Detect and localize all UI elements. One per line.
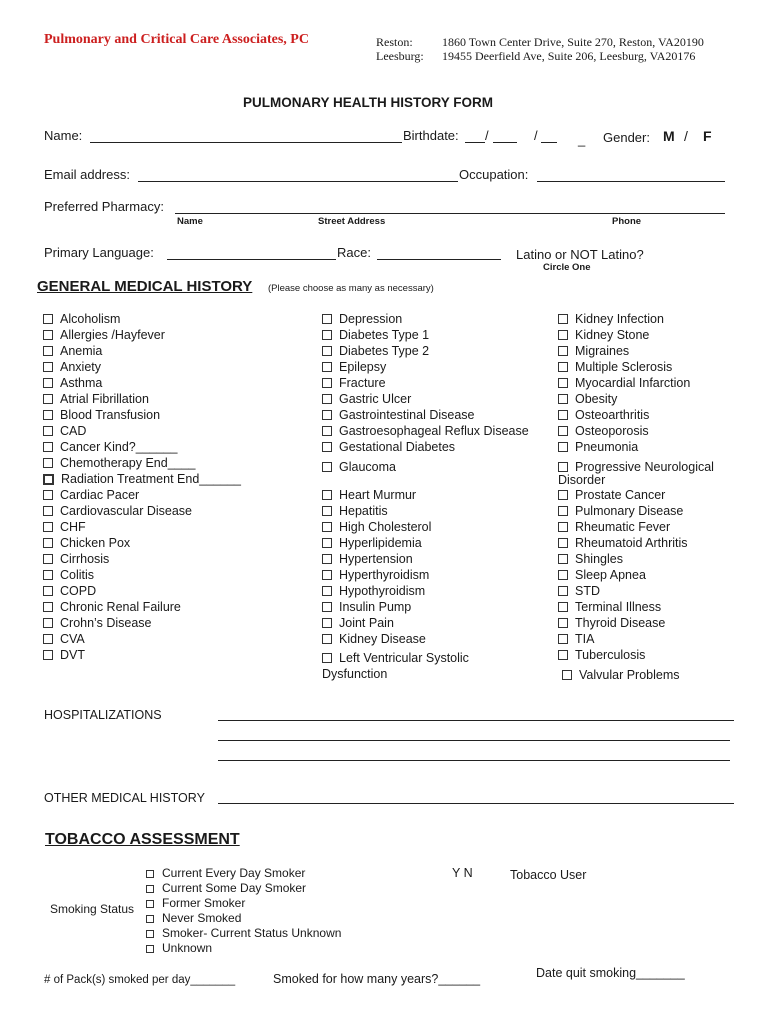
- name-input-line[interactable]: [90, 142, 402, 143]
- checkbox-icon[interactable]: [146, 870, 154, 878]
- checkbox-icon[interactable]: [322, 522, 332, 532]
- history-item-label: Epilepsy: [339, 360, 387, 374]
- history-item-label: Alcoholism: [60, 312, 121, 326]
- checkbox-icon[interactable]: [43, 474, 54, 485]
- history-item-label: Osteoarthritis: [575, 408, 650, 422]
- history-item-osteoporosis[interactable]: [558, 423, 649, 439]
- checkbox-icon[interactable]: [558, 378, 568, 388]
- history-item-atrial-fibrillation[interactable]: [43, 391, 149, 407]
- history-item-label: STD: [575, 584, 600, 598]
- history-item-label: Left Ventricular Systolic: [339, 651, 469, 665]
- checkbox-icon[interactable]: [322, 462, 332, 472]
- history-item-left-ventricular-systolic[interactable]: [322, 650, 469, 666]
- history-item-label: Hypothyroidism: [339, 584, 426, 598]
- checkbox-icon[interactable]: [322, 586, 332, 596]
- history-item-myocardial-infarction[interactable]: [558, 375, 690, 391]
- location-city-leesburg: Leesburg:: [376, 49, 424, 63]
- history-item-label: Gastrointestinal Disease: [339, 408, 475, 422]
- smoking-status-label: Smoking Status: [50, 902, 135, 916]
- history-item-label: Prostate Cancer: [575, 488, 666, 502]
- history-item-joint-pain[interactable]: [322, 615, 394, 631]
- history-item-thyroid-disease[interactable]: [558, 615, 665, 631]
- history-item-chf[interactable]: [43, 519, 86, 535]
- history-item-rheumatic-fever[interactable]: [558, 519, 670, 535]
- history-item-osteoarthritis[interactable]: [558, 407, 649, 423]
- occupation-input-line[interactable]: [537, 181, 725, 182]
- history-item-epilepsy[interactable]: [322, 359, 386, 375]
- history-item-rheumatoid-arthritis[interactable]: [558, 535, 688, 551]
- checkbox-icon[interactable]: [558, 634, 568, 644]
- checkbox-icon[interactable]: [43, 442, 53, 452]
- history-item-label: Chronic Renal Failure: [60, 600, 181, 614]
- history-item-insulin-pump[interactable]: [322, 599, 411, 615]
- history-item-label: Chicken Pox: [60, 536, 131, 550]
- history-item-tuberculosis[interactable]: [558, 647, 645, 663]
- hospitalizations-label: HOSPITALIZATIONS: [44, 708, 162, 722]
- smoking-option-current-some-day-smoker[interactable]: [146, 881, 306, 896]
- gender-separator: /: [684, 128, 688, 144]
- history-item-label: Fracture: [339, 376, 386, 390]
- history-item-label: Cancer Kind?______: [60, 440, 178, 454]
- history-item-multiple-sclerosis[interactable]: [558, 359, 672, 375]
- history-item-label: Hyperlipidemia: [339, 536, 422, 550]
- hospitalizations-line-2[interactable]: [218, 740, 730, 741]
- history-item-fracture[interactable]: [322, 375, 386, 391]
- history-item-pulmonary-disease[interactable]: [558, 503, 683, 519]
- history-item-label: Multiple Sclerosis: [575, 360, 673, 374]
- smoking-option-former-smoker[interactable]: [146, 896, 245, 911]
- history-item-label: DVT: [60, 648, 85, 662]
- checkbox-icon[interactable]: [558, 394, 568, 404]
- history-item-label: Chemotherapy End____: [60, 456, 196, 470]
- history-item-label: Insulin Pump: [339, 600, 412, 614]
- history-item-cva[interactable]: [43, 631, 85, 647]
- history-item-label: TIA: [575, 632, 595, 646]
- history-item-label: CAD: [60, 424, 87, 438]
- history-item-kidney-infection[interactable]: [558, 311, 664, 327]
- checkbox-icon[interactable]: [322, 634, 332, 644]
- checkbox-icon[interactable]: [322, 442, 332, 452]
- language-input-line[interactable]: [167, 259, 336, 260]
- history-item-label: Anemia: [60, 344, 103, 358]
- checkbox-icon[interactable]: [43, 490, 53, 500]
- gender-label: Gender:: [603, 130, 650, 145]
- checkbox-icon[interactable]: [43, 650, 53, 660]
- history-item-label: Disorder: [558, 473, 606, 487]
- history-item-cardiac-pacer[interactable]: [43, 487, 139, 503]
- checkbox-icon[interactable]: [322, 378, 332, 388]
- checkbox-icon[interactable]: [558, 346, 568, 356]
- checkbox-icon[interactable]: [43, 506, 53, 516]
- checkbox-icon[interactable]: [558, 586, 568, 596]
- history-item-label: Shingles: [575, 552, 623, 566]
- history-item-label: Crohn’s Disease: [60, 616, 152, 630]
- checkbox-icon[interactable]: [322, 506, 332, 516]
- checkbox-icon[interactable]: [43, 618, 53, 628]
- history-item-label: Joint Pain: [339, 616, 394, 630]
- date-quit-smoking[interactable]: Date quit smoking_______: [536, 966, 685, 980]
- history-item-anemia[interactable]: [43, 343, 102, 359]
- smoking-option-label: Never Smoked: [162, 911, 242, 925]
- location-address-leesburg: 19455 Deerfield Ave, Suite 206, Leesburg, VA20176: [442, 49, 696, 63]
- history-item-hypothyroidism[interactable]: [322, 583, 425, 599]
- checkbox-icon[interactable]: [43, 602, 53, 612]
- history-item-label: Atrial Fibrillation: [60, 392, 149, 406]
- birthdate-year-tail: _: [578, 132, 586, 147]
- language-label: Primary Language:: [44, 245, 154, 260]
- occupation-label: Occupation:: [459, 167, 529, 182]
- smoking-option-smoker-current-status-unknown[interactable]: [146, 926, 341, 941]
- checkbox-icon[interactable]: [558, 570, 568, 580]
- birthdate-sep-2: /: [534, 128, 538, 143]
- history-item-obesity[interactable]: [558, 391, 617, 407]
- checkbox-icon[interactable]: [562, 670, 572, 680]
- history-item-label: Cardiovascular Disease: [60, 504, 193, 518]
- birthdate-day-line[interactable]: [493, 142, 517, 143]
- history-item-label: Hypertension: [339, 552, 413, 566]
- checkbox-icon[interactable]: [322, 346, 332, 356]
- history-item-label: Gastroesophageal Reflux Disease: [339, 424, 529, 438]
- checkbox-icon[interactable]: [322, 490, 332, 500]
- history-item-gastroesophageal-reflux-disease[interactable]: [322, 423, 529, 439]
- history-item-label: Osteoporosis: [575, 424, 649, 438]
- history-item-label: CVA: [60, 632, 85, 646]
- checkbox-icon[interactable]: [558, 410, 568, 420]
- history-item-hyperthyroidism[interactable]: [322, 567, 429, 583]
- history-item-label: CHF: [60, 520, 86, 534]
- checkbox-icon[interactable]: [146, 930, 154, 938]
- checkbox-icon[interactable]: [558, 426, 568, 436]
- checkbox-icon[interactable]: [322, 426, 332, 436]
- history-item-colitis[interactable]: [43, 567, 94, 583]
- checkbox-icon[interactable]: [43, 586, 53, 596]
- history-item-valvular-problems[interactable]: [562, 667, 680, 683]
- pharmacy-sub-phone: Phone: [612, 216, 642, 227]
- smoking-option-label: Current Every Day Smoker: [162, 866, 306, 880]
- history-item-label: Hyperthyroidism: [339, 568, 430, 582]
- history-item-label: Kidney Infection: [575, 312, 664, 326]
- history-item-label: Gestational Diabetes: [339, 440, 456, 454]
- history-item-label: Rheumatoid Arthritis: [575, 536, 688, 550]
- pharmacy-sub-name: Name: [177, 216, 203, 227]
- history-item-label: COPD: [60, 584, 97, 598]
- checkbox-icon[interactable]: [322, 618, 332, 628]
- email-input-line[interactable]: [138, 181, 458, 182]
- checkbox-icon[interactable]: [43, 362, 53, 372]
- history-item-label: Cardiac Pacer: [60, 488, 140, 502]
- checkbox-icon[interactable]: [558, 618, 568, 628]
- checkbox-icon[interactable]: [43, 538, 53, 548]
- birthdate-year-line[interactable]: [541, 142, 557, 143]
- latino-question[interactable]: Latino or NOT Latino?: [516, 247, 644, 262]
- general-history-note: (Please choose as many as necessary): [268, 283, 434, 294]
- birthdate-sep-1: /: [485, 128, 489, 143]
- history-item-terminal-illness[interactable]: [558, 599, 661, 615]
- history-item-diabetes-type-1[interactable]: [322, 327, 429, 343]
- history-item-chronic-renal-failure[interactable]: [43, 599, 181, 615]
- checkbox-icon[interactable]: [43, 346, 53, 356]
- smoking-option-label: Unknown: [162, 941, 213, 955]
- smoked-years[interactable]: Smoked for how many years?______: [273, 972, 481, 986]
- checkbox-icon[interactable]: [146, 900, 154, 908]
- history-item-label: Diabetes Type 1: [339, 328, 430, 342]
- checkbox-icon[interactable]: [558, 554, 568, 564]
- checkbox-icon[interactable]: [43, 522, 53, 532]
- history-item-copd[interactable]: [43, 583, 96, 599]
- history-item-label: Obesity: [575, 392, 618, 406]
- history-item-gastric-ulcer[interactable]: [322, 391, 411, 407]
- history-item-label: Rheumatic Fever: [575, 520, 671, 534]
- history-item-high-cholesterol[interactable]: [322, 519, 431, 535]
- history-item-chemotherapy-end[interactable]: [43, 455, 196, 471]
- history-item-cirrhosis[interactable]: [43, 551, 109, 567]
- history-item-label: Glaucoma: [339, 460, 396, 474]
- birthdate-month-line[interactable]: [465, 142, 485, 143]
- general-history-title: GENERAL MEDICAL HISTORY: [37, 278, 253, 295]
- checkbox-icon[interactable]: [322, 602, 332, 612]
- smoking-option-label: Current Some Day Smoker: [162, 881, 307, 895]
- history-item-anxiety[interactable]: [43, 359, 101, 375]
- pharmacy-label: Preferred Pharmacy:: [44, 199, 164, 214]
- history-item-chicken-pox[interactable]: [43, 535, 130, 551]
- history-item-tia[interactable]: [558, 631, 594, 647]
- history-item-label: Pulmonary Disease: [575, 504, 684, 518]
- location-address-reston: 1860 Town Center Drive, Suite 270, Reston, VA20190: [442, 35, 704, 49]
- history-item-label: Kidney Stone: [575, 328, 650, 342]
- history-item-label: High Cholesterol: [339, 520, 432, 534]
- history-item-hypertension[interactable]: [322, 551, 413, 567]
- history-item-dvt[interactable]: [43, 647, 85, 663]
- history-item-cancer-kind[interactable]: [43, 439, 177, 455]
- checkbox-icon[interactable]: [146, 885, 154, 893]
- history-item-label: Thyroid Disease: [575, 616, 666, 630]
- checkbox-icon[interactable]: [558, 490, 568, 500]
- history-item-label: Tuberculosis: [575, 648, 646, 662]
- history-item-migraines[interactable]: [558, 343, 629, 359]
- packs-per-day[interactable]: # of Pack(s) smoked per day_______: [44, 974, 236, 986]
- history-item-label: Allergies /Hayfever: [60, 328, 165, 342]
- history-item-label: Diabetes Type 2: [339, 344, 430, 358]
- checkbox-icon[interactable]: [146, 945, 154, 953]
- history-item-label: Migraines: [575, 344, 630, 358]
- history-item-label: Kidney Disease: [339, 632, 426, 646]
- hospitalizations-line-3[interactable]: [218, 760, 730, 761]
- history-item-shingles[interactable]: [558, 551, 623, 567]
- history-item-label: Heart Murmur: [339, 488, 417, 502]
- pharmacy-input-line[interactable]: [175, 213, 725, 214]
- checkbox-icon[interactable]: [558, 538, 568, 548]
- checkbox-icon[interactable]: [322, 410, 332, 420]
- history-item-label: Hepatitis: [339, 504, 388, 518]
- checkbox-icon[interactable]: [43, 314, 53, 324]
- checkbox-icon[interactable]: [322, 314, 332, 324]
- history-item-label: Cirrhosis: [60, 552, 110, 566]
- checkbox-icon[interactable]: [43, 634, 53, 644]
- checkbox-icon[interactable]: [43, 330, 53, 340]
- history-item-label: Gastric Ulcer: [339, 392, 412, 406]
- history-item-disorder: [558, 472, 605, 488]
- history-item-dysfunction: [322, 666, 387, 682]
- smoking-option-label: Smoker- Current Status Unknown: [162, 926, 342, 940]
- history-item-label: Blood Transfusion: [60, 408, 161, 422]
- history-item-depression[interactable]: [322, 311, 402, 327]
- history-item-cad[interactable]: [43, 423, 86, 439]
- history-item-label: Dysfunction: [322, 667, 388, 681]
- gender-option-m[interactable]: M: [663, 128, 675, 144]
- history-item-alcoholism[interactable]: [43, 311, 120, 327]
- checkbox-icon[interactable]: [43, 394, 53, 404]
- history-item-blood-transfusion[interactable]: [43, 407, 160, 423]
- checkbox-icon[interactable]: [43, 570, 53, 580]
- checkbox-icon[interactable]: [558, 362, 568, 372]
- checkbox-icon[interactable]: [43, 554, 53, 564]
- history-item-label: Pneumonia: [575, 440, 639, 454]
- other-history-line[interactable]: [218, 803, 734, 804]
- history-item-asthma[interactable]: [43, 375, 102, 391]
- location-city-reston: Reston:: [376, 35, 413, 49]
- race-input-line[interactable]: [377, 259, 501, 260]
- history-item-heart-murmur[interactable]: [322, 487, 416, 503]
- checkbox-icon[interactable]: [146, 915, 154, 923]
- checkbox-icon[interactable]: [558, 522, 568, 532]
- history-item-label: Sleep Apnea: [575, 568, 646, 582]
- checkbox-icon[interactable]: [322, 330, 332, 340]
- race-label: Race:: [337, 245, 371, 260]
- checkbox-icon[interactable]: [322, 570, 332, 580]
- checkbox-icon[interactable]: [322, 554, 332, 564]
- history-item-label: Myocardial Infarction: [575, 376, 691, 390]
- tobacco-user-label: Tobacco User: [510, 868, 587, 882]
- history-item-label: Colitis: [60, 568, 95, 582]
- checkbox-icon[interactable]: [43, 410, 53, 420]
- history-item-radiation-treatment-end[interactable]: [43, 471, 241, 487]
- history-item-std[interactable]: [558, 583, 600, 599]
- email-label: Email address:: [44, 167, 130, 182]
- birthdate-label: Birthdate:: [403, 128, 459, 143]
- checkbox-icon[interactable]: [558, 442, 568, 452]
- checkbox-icon[interactable]: [43, 378, 53, 388]
- checkbox-icon[interactable]: [322, 362, 332, 372]
- history-item-gestational-diabetes[interactable]: [322, 439, 455, 455]
- smoking-status-options: [146, 866, 406, 962]
- history-item-glaucoma[interactable]: [322, 459, 396, 475]
- history-item-label: Anxiety: [60, 360, 101, 374]
- smoking-option-never-smoked[interactable]: [146, 911, 241, 926]
- history-item-gastrointestinal-disease[interactable]: [322, 407, 474, 423]
- history-item-hyperlipidemia[interactable]: [322, 535, 422, 551]
- checkbox-icon[interactable]: [558, 314, 568, 324]
- history-item-hepatitis[interactable]: [322, 503, 388, 519]
- checkbox-icon[interactable]: [322, 538, 332, 548]
- history-item-kidney-disease[interactable]: [322, 631, 426, 647]
- history-item-pneumonia[interactable]: [558, 439, 638, 455]
- history-item-label: Terminal Illness: [575, 600, 662, 614]
- checkbox-icon[interactable]: [558, 650, 568, 660]
- history-item-label: Depression: [339, 312, 403, 326]
- smoking-option-unknown[interactable]: [146, 941, 212, 956]
- checkbox-icon[interactable]: [558, 602, 568, 612]
- checkbox-icon[interactable]: [43, 426, 53, 436]
- history-item-prostate-cancer[interactable]: [558, 487, 665, 503]
- history-item-label: Valvular Problems: [579, 668, 680, 682]
- gender-option-f[interactable]: F: [703, 128, 712, 144]
- smoking-option-label: Former Smoker: [162, 896, 246, 910]
- checkbox-icon[interactable]: [558, 506, 568, 516]
- history-item-diabetes-type-2[interactable]: [322, 343, 429, 359]
- circle-one-hint: Circle One: [543, 262, 591, 273]
- checkbox-icon[interactable]: [322, 653, 332, 663]
- other-history-label: OTHER MEDICAL HISTORY: [44, 791, 205, 805]
- tobacco-title: TOBACCO ASSESSMENT: [45, 831, 240, 848]
- hospitalizations-line-1[interactable]: [218, 720, 734, 721]
- pharmacy-sub-street: Street Address: [318, 216, 386, 227]
- smoking-option-current-every-day-smoker[interactable]: [146, 866, 305, 881]
- history-item-label: Radiation Treatment End______: [61, 472, 241, 486]
- checkbox-icon[interactable]: [43, 458, 53, 468]
- tobacco-yn[interactable]: Y N: [452, 866, 473, 880]
- checkbox-icon[interactable]: [322, 394, 332, 404]
- name-label: Name:: [44, 128, 83, 143]
- form-title: PULMONARY HEALTH HISTORY FORM: [243, 95, 494, 110]
- checkbox-icon[interactable]: [558, 462, 568, 472]
- history-item-crohn-s-disease[interactable]: [43, 615, 151, 631]
- history-item-label: Asthma: [60, 376, 103, 390]
- history-item-sleep-apnea[interactable]: [558, 567, 646, 583]
- history-item-cardiovascular-disease[interactable]: [43, 503, 192, 519]
- history-item-label: Progressive Neurological: [575, 460, 714, 474]
- practice-name: Pulmonary and Critical Care Associates, PC: [44, 32, 309, 47]
- history-item-allergies-hayfever[interactable]: [43, 327, 165, 343]
- history-item-kidney-stone[interactable]: [558, 327, 649, 343]
- checkbox-icon[interactable]: [558, 330, 568, 340]
